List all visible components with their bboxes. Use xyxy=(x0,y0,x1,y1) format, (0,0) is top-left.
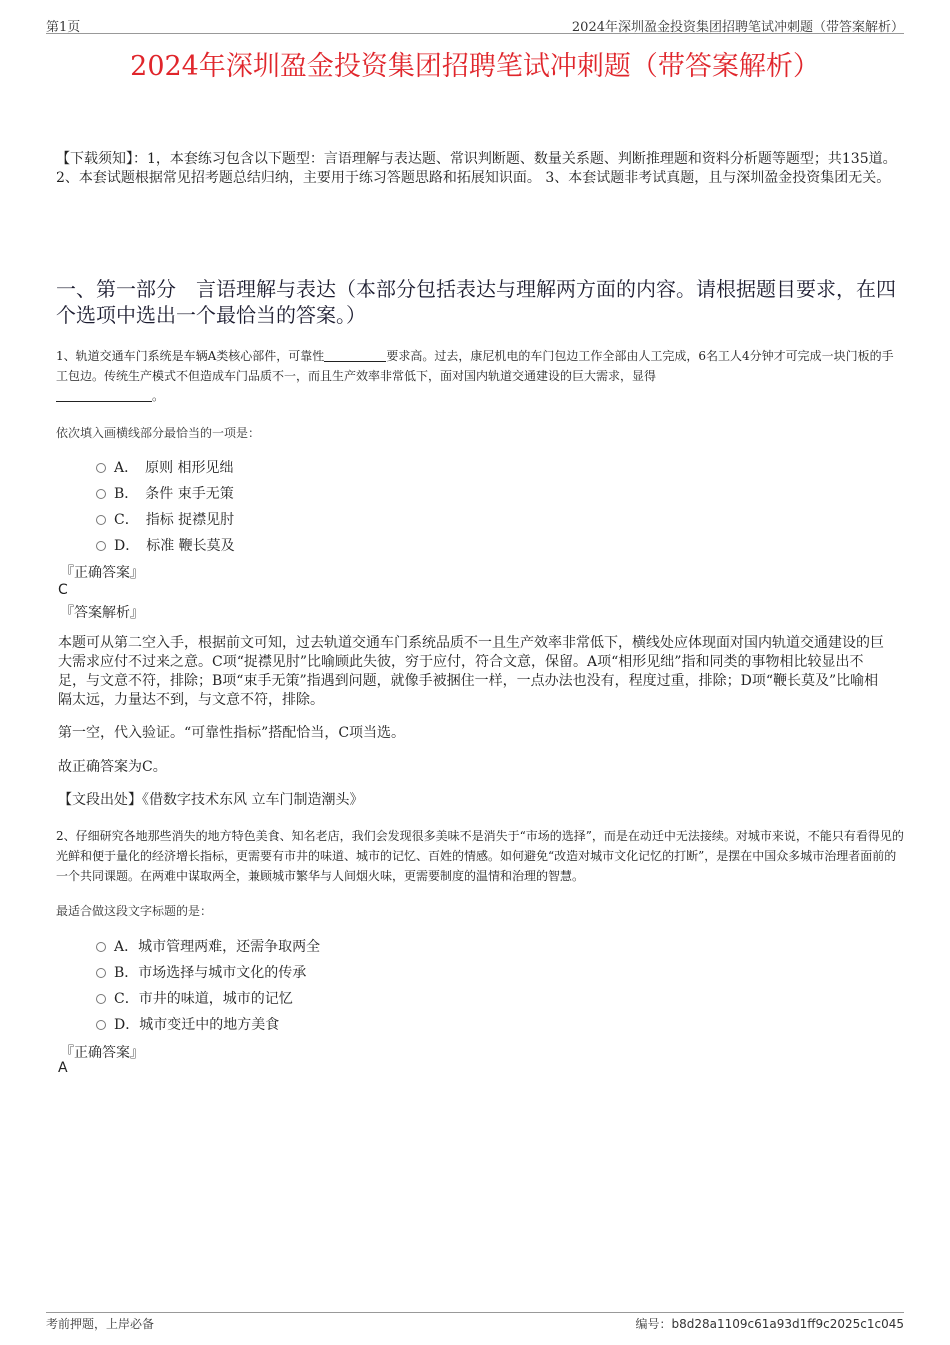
blank-2 xyxy=(56,389,152,402)
q1-option-d[interactable]: D． 标准 鞭长莫及 xyxy=(96,535,235,555)
q1-analysis-step: 第一空，代入验证。“可靠性指标”搭配恰当，C项当选。 xyxy=(58,725,406,741)
question-1-prompt: 依次填入画横线部分最恰当的一项是： xyxy=(56,426,261,440)
q2-answer: A xyxy=(58,1060,68,1076)
section-heading: 一、第一部分 言语理解与表达（本部分包括表达与理解两方面的内容。请根据题目要求，在四个选项中选出一个最恰当的答案。） xyxy=(56,277,896,327)
q2-option-a[interactable]: A．城市管理两难，还需争取两全 xyxy=(96,936,320,956)
q1-option-b[interactable]: B． 条件 束手无策 xyxy=(96,483,234,503)
q1-answer-label: 『正确答案』 xyxy=(60,565,144,581)
q1-option-a[interactable]: A． 原则 相形见绌 xyxy=(96,457,234,477)
footer-code: 编号：b8d28a1109c61a93d1ff9c2025c1c045 xyxy=(635,1317,904,1331)
blank-1 xyxy=(324,349,386,362)
radio-icon[interactable] xyxy=(96,489,106,499)
q1-analysis-conclusion: 故正确答案为C。 xyxy=(58,759,167,775)
footer-slogan: 考前押题，上岸必备 xyxy=(46,1317,155,1331)
q2-answer-label: 『正确答案』 xyxy=(60,1045,144,1061)
page-title: 2024年深圳盈金投资集团招聘笔试冲刺题（带答案解析） xyxy=(130,51,820,82)
q2-option-c[interactable]: C．市井的味道，城市的记忆 xyxy=(96,988,293,1008)
radio-icon[interactable] xyxy=(96,463,106,473)
question-1-text: 1、轨道交通车门系统是车辆A类核心部件，可靠性 要求高。过去，康尼机电的车门包边工作全部由人工完成，6名工人4分钟才可完成一块门板的手工包边。传统生产模式不但造成车门品质不一，而且生产效率非常低下，面对国内轨道交通建设的巨大需求，显得 。 xyxy=(56,349,894,403)
q1-answer: C xyxy=(58,582,68,598)
q1-option-c[interactable]: C． 指标 捉襟见肘 xyxy=(96,509,234,529)
q1-source: 【文段出处】《借数字技术东风 立车门制造潮头》 xyxy=(58,792,364,808)
q1-analysis-paragraph: 本题可从第二空入手，根据前文可知，过去轨道交通车门系统品质不一且生产效率非常低下，横线处应体现面对国内轨道交通建设的巨大需求应付不过来之意。C项“捉襟见肘”比喻顾此失彼，穷于应付，符合文意，保留。A项“相形见绌”指和同类的事物相比较显出不足，与文意不符，排除；B项“束手无策”指遇到问题，就像手被捆住一样，一点办法也没有，程度过重，排除；D项“鞭长莫及”比喻相隔太远，力量达不到，与文意不符，排除。 xyxy=(58,635,884,708)
radio-icon[interactable] xyxy=(96,994,106,1004)
q2-option-b[interactable]: B．市场选择与城市文化的传承 xyxy=(96,962,306,982)
radio-icon[interactable] xyxy=(96,541,106,551)
radio-icon[interactable] xyxy=(96,1020,106,1030)
header-divider xyxy=(46,33,904,34)
q2-option-d[interactable]: D．城市变迁中的地方美食 xyxy=(96,1014,279,1034)
download-notice: 【下载须知】：1，本套练习包含以下题型：言语理解与表达题、常识判断题、数量关系题、判断推理题和资料分析题等题型；共135道。 2、本套试题根据常见招考题总结归纳，主要用于练习答题思路和拓展知识面。 3、本套试题非考试真题，且与深圳盈金投资集团无关。 xyxy=(56,151,897,186)
radio-icon[interactable] xyxy=(96,968,106,978)
radio-icon[interactable] xyxy=(96,515,106,525)
radio-icon[interactable] xyxy=(96,942,106,952)
header-page-number: 第1页 xyxy=(46,20,81,35)
question-2-prompt: 最适合做这段文字标题的是： xyxy=(56,904,213,918)
question-2-text: 2、仔细研究各地那些消失的地方特色美食、知名老店，我们会发现很多美味不是消失于“市场的选择”，而是在动迁中无法接续。对城市来说，不能只有看得见的光鲜和便于量化的经济增长指标，更需要有市井的味道、城市的记忆、百姓的情感。如何避免“改造对城市文化记忆的打断”，是摆在中国众多城市治理者面前的一个共同课题。在两难中谋取两全，兼顾城市繁华与人间烟火味，更需要制度的温情和治理的智慧。 xyxy=(56,829,904,883)
q1-analysis-label: 『答案解析』 xyxy=(60,605,144,621)
footer-divider xyxy=(46,1312,904,1313)
header-doc-title: 2024年深圳盈金投资集团招聘笔试冲刺题（带答案解析） xyxy=(571,20,904,35)
